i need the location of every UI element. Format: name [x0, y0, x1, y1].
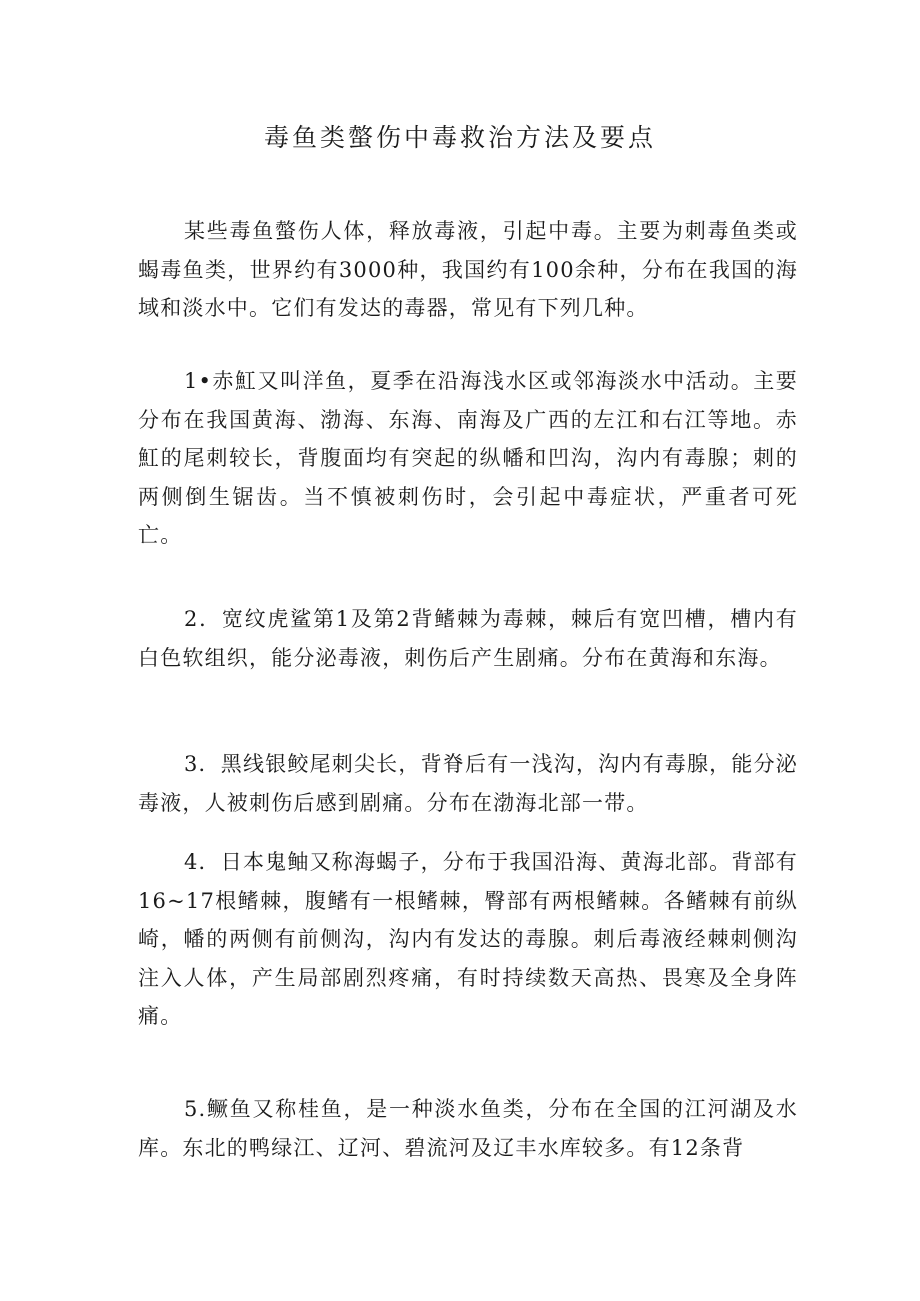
paragraph-item-4: 4．日本鬼鲉又称海蝎子，分布于我国沿海、黄海北部。背部有16~17根鳍棘，腹鳍有一根鳍棘，臀部有两根鳍棘。各鳍棘有前纵崎，幡的两侧有前侧沟，沟内有发达的毒腺。刺后毒液经棘刺侧沟注入人体，产生局部剧烈疼痛，有时持续数天高热、畏寒及全身阵痛。 — [138, 850, 798, 1029]
paragraph-item-5: 5.鳜鱼又称桂鱼，是一种淡水鱼类，分布在全国的江河湖及水库。东北的鸭绿江、辽河、碧流河及辽丰水库较多。有12条背 — [138, 1097, 798, 1160]
paragraph-item-1: 1•赤魟又叫洋鱼，夏季在沿海浅水区或邻海淡水中活动。主要分布在我国黄海、渤海、东海、南海及广西的左江和右江等地。赤魟的尾刺较长，背腹面均有突起的纵幡和凹沟，沟内有毒腺；刺的两侧倒生锯齿。当不慎被刺伤时，会引起中毒症状，严重者可死亡。 — [138, 369, 798, 548]
document-title: 毒鱼类螫伤中毒救治方法及要点 — [263, 123, 656, 152]
paragraph-item-2: 2．宽纹虎鲨第1及第2背鳍棘为毒棘，棘后有宽凹槽，槽内有白色软组织，能分泌毒液，刺伤后产生剧痛。分布在黄海和东海。 — [138, 607, 798, 670]
paragraph-intro: 某些毒鱼螫伤人体，释放毒液，引起中毒。主要为刺毒鱼类或蝎毒鱼类，世界约有3000种，我国约有100余种，分布在我国的海域和淡水中。它们有发达的毒器，常见有下列几种。 — [138, 219, 798, 321]
paragraph-item-3: 3．黑线银鲛尾刺尖长，背脊后有一浅沟，沟内有毒腺，能分泌毒液，人被刺伤后感到剧痛。分布在渤海北部一带。 — [138, 752, 798, 815]
